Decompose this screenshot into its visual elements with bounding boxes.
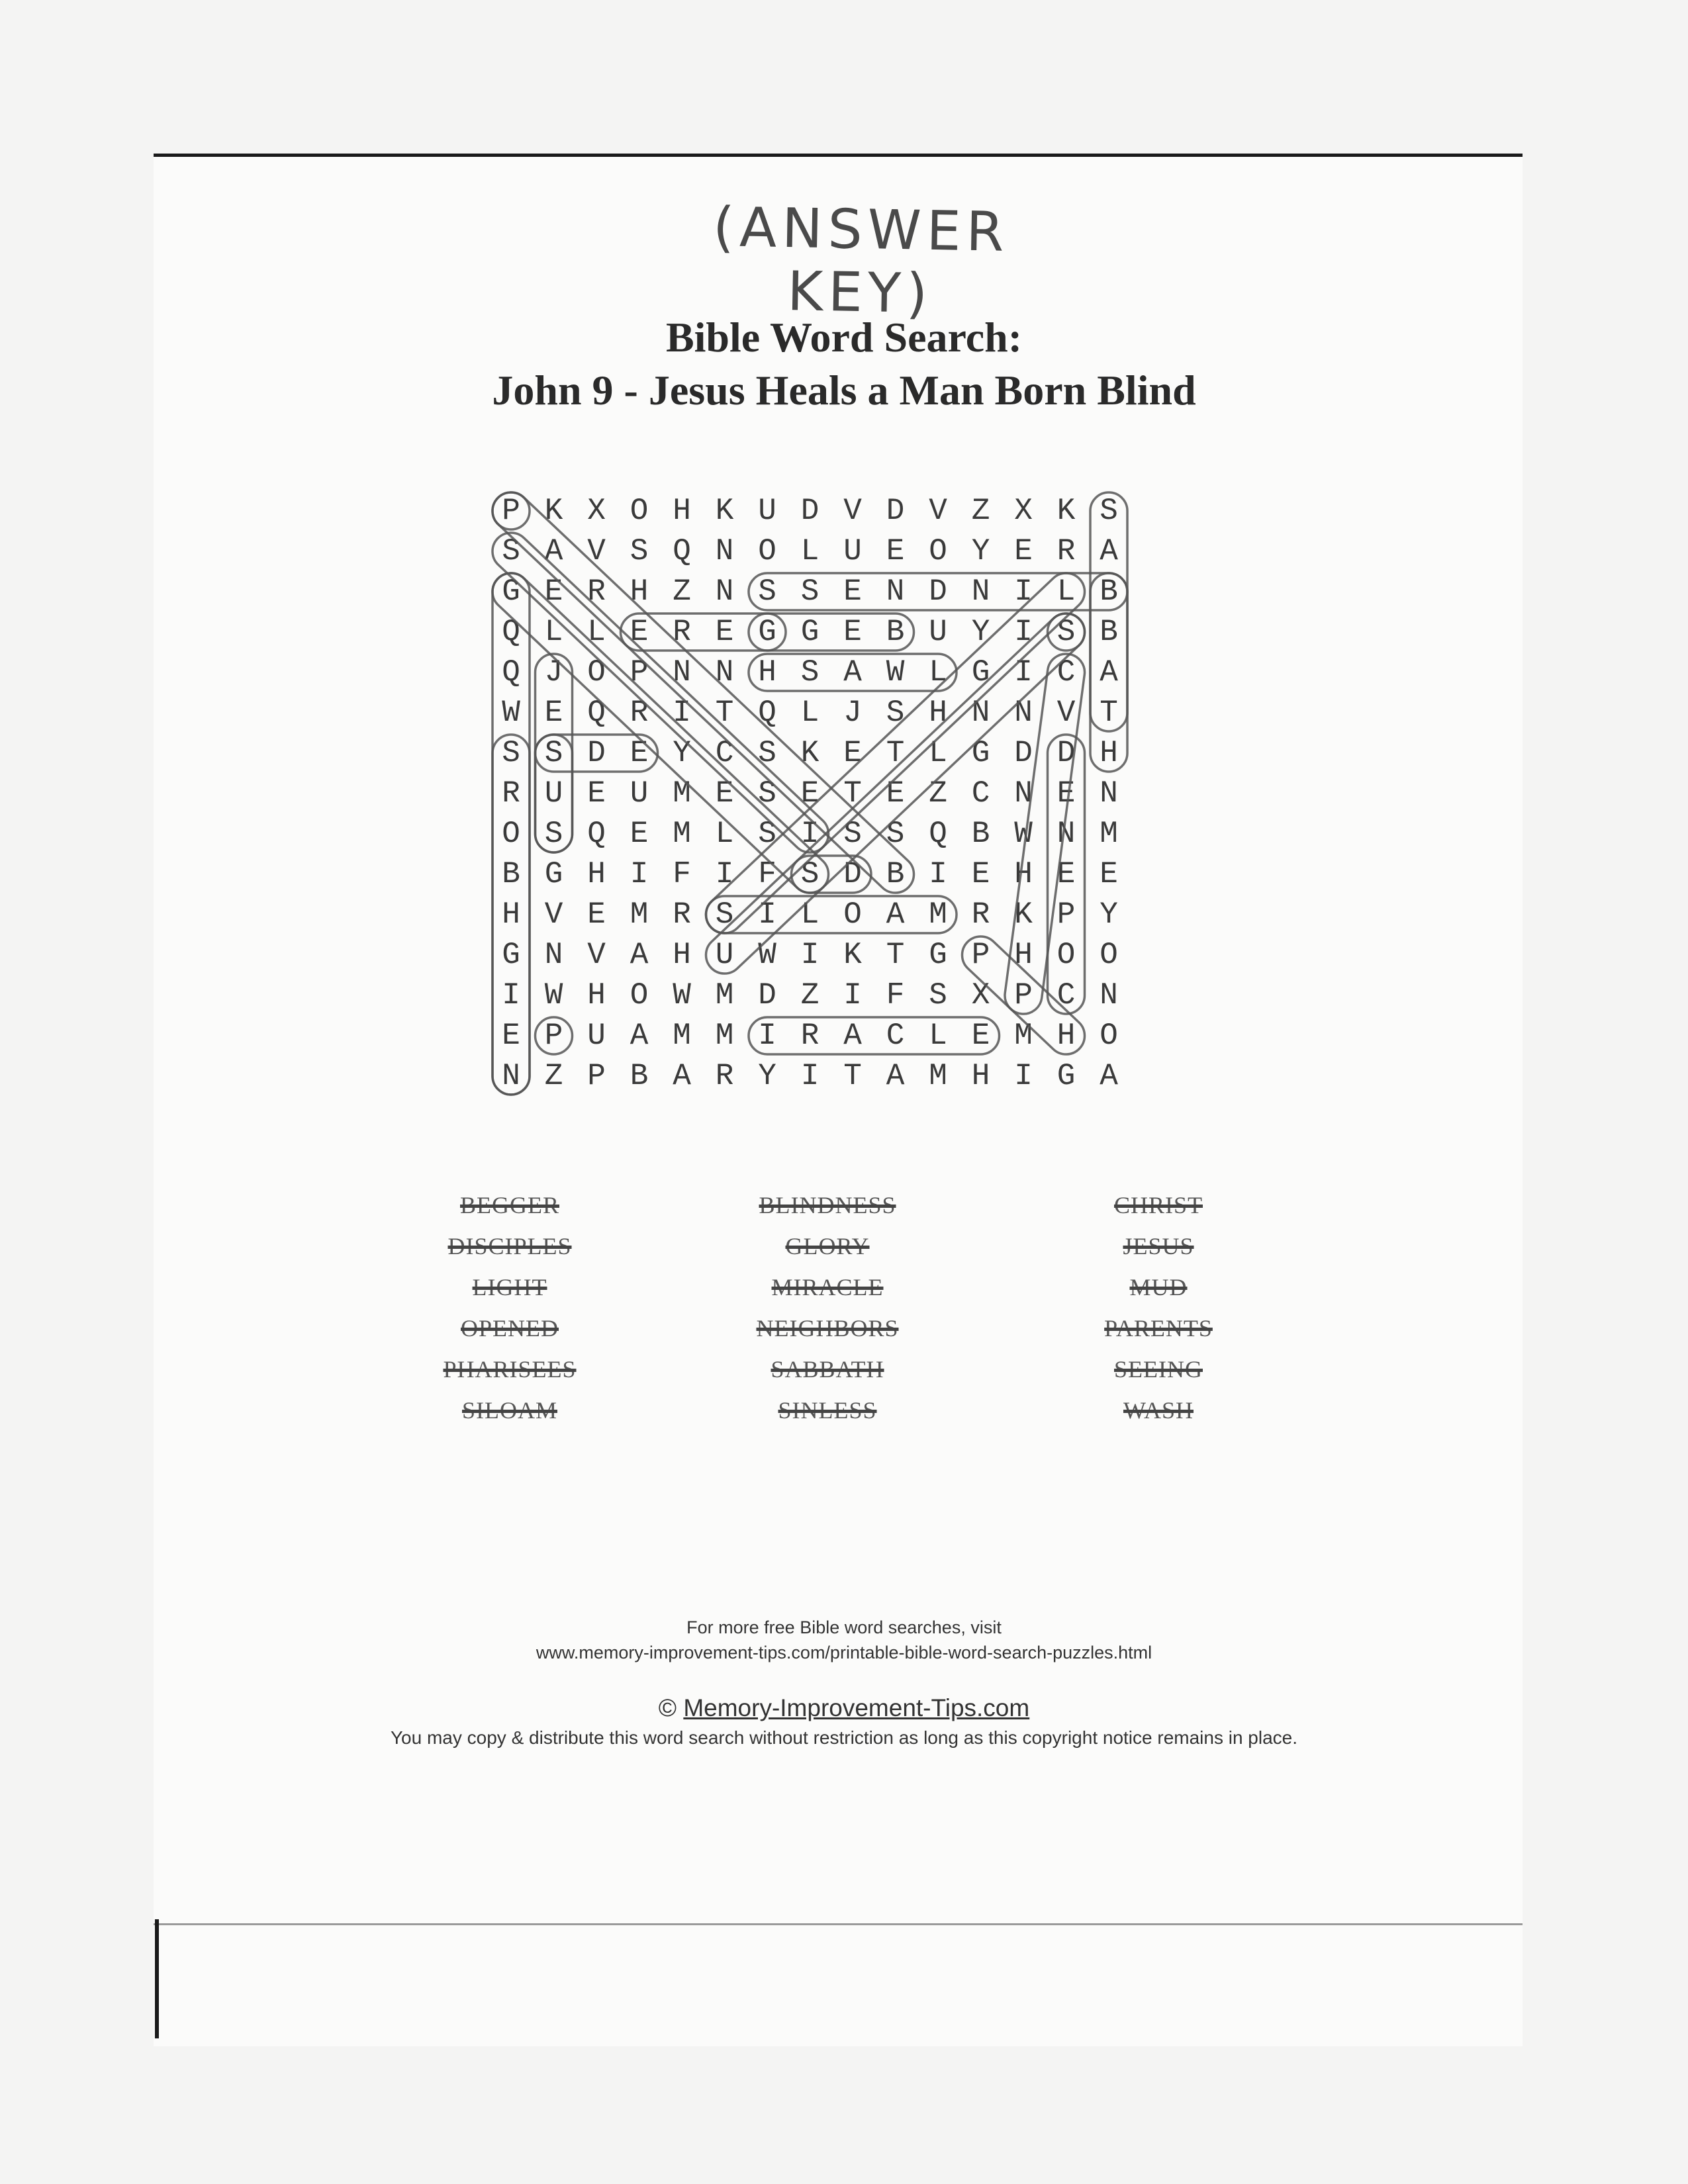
- grid-cell: I: [758, 1019, 776, 1053]
- grid-cell: M: [929, 897, 947, 932]
- grid-cell: R: [502, 776, 520, 811]
- grid-cell: W: [502, 696, 520, 730]
- grid-cell: J: [544, 655, 563, 690]
- grid-cell: I: [1014, 1059, 1033, 1093]
- grid-cell: W: [544, 978, 563, 1013]
- grid-cell: E: [1100, 857, 1118, 891]
- grid-cell: N: [971, 574, 990, 609]
- grid-cell: D: [886, 494, 905, 528]
- grid-cell: H: [1056, 1019, 1076, 1053]
- word-list-item: BLINDNESS: [759, 1192, 896, 1218]
- title-line-2: John 9 - Jesus Heals a Man Born Blind: [492, 367, 1196, 414]
- grid-cell: N: [971, 696, 990, 730]
- grid-cell: V: [587, 938, 606, 972]
- word-search-grid: [490, 491, 1139, 1113]
- grid-cell: R: [715, 1059, 734, 1093]
- grid-cell: S: [886, 696, 905, 730]
- word-list-item: SINLESS: [778, 1397, 877, 1424]
- grid-cell: S: [758, 736, 776, 770]
- word-list-item: SABBATH: [771, 1356, 884, 1383]
- grid-cell: S: [544, 736, 563, 770]
- grid-cell: O: [843, 897, 862, 932]
- grid-cell: V: [1056, 696, 1076, 730]
- grid-cell: L: [800, 696, 820, 730]
- grid-cell: Z: [929, 776, 947, 811]
- grid-cell: S: [800, 655, 820, 690]
- grid-cell: E: [843, 736, 862, 770]
- word-list-item: SILOAM: [461, 1397, 557, 1424]
- grid-cell: I: [673, 696, 691, 730]
- grid-cell: B: [971, 817, 990, 851]
- grid-cell: Y: [673, 736, 691, 770]
- footer-copyright: [314, 1694, 1374, 1722]
- grid-cell: U: [544, 776, 563, 811]
- grid-cell: N: [502, 1059, 520, 1093]
- grid-cell: K: [715, 494, 734, 528]
- grid-cell: X: [971, 978, 990, 1013]
- grid-cell: I: [929, 857, 947, 891]
- grid-cell: M: [715, 978, 734, 1013]
- grid-cell: T: [886, 736, 905, 770]
- grid-cell: M: [673, 776, 691, 811]
- grid-cell: O: [587, 655, 606, 690]
- grid-cell: S: [758, 776, 776, 811]
- grid-cell: N: [544, 938, 563, 972]
- grid-cell: N: [715, 534, 734, 569]
- word-list-item: NEIGHBORS: [756, 1315, 899, 1342]
- grid-cell: K: [1056, 494, 1076, 528]
- word-list-item: PARENTS: [1104, 1315, 1213, 1342]
- grid-cell: S: [1100, 494, 1118, 528]
- grid-cell: R: [630, 696, 649, 730]
- grid-cell: V: [843, 494, 862, 528]
- word-list-item: OPENED: [461, 1315, 559, 1342]
- grid-cell: M: [1100, 817, 1118, 851]
- grid-cell: B: [502, 857, 520, 891]
- grid-cell: C: [715, 736, 734, 770]
- grid-cell: A: [1100, 655, 1118, 690]
- grid-cell: F: [758, 857, 776, 891]
- copyright-site-link[interactable]: Memory-Improvement-Tips.com: [683, 1694, 1030, 1721]
- grid-cell: P: [502, 494, 520, 528]
- grid-cell: H: [587, 857, 606, 891]
- grid-cell: H: [673, 938, 691, 972]
- grid-cell: P: [1014, 978, 1033, 1013]
- grid-cell: I: [1014, 655, 1033, 690]
- grid-cell: M: [929, 1059, 947, 1093]
- grid-cell: S: [1056, 615, 1076, 649]
- grid-cell: S: [715, 897, 734, 932]
- grid-cell: A: [1100, 534, 1118, 569]
- grid-cell: A: [630, 938, 649, 972]
- page-title: [314, 311, 1374, 417]
- grid-cell: A: [886, 897, 905, 932]
- grid-cell: G: [758, 615, 776, 649]
- grid-cell: E: [544, 696, 563, 730]
- grid-cell: K: [800, 736, 820, 770]
- grid-cell: M: [1014, 1019, 1033, 1053]
- handwritten-answer-key-note: (ANSWER KEY): [712, 196, 1010, 326]
- grid-cell: D: [843, 857, 862, 891]
- grid-cell: O: [758, 534, 776, 569]
- grid-cell: P: [1056, 897, 1076, 932]
- grid-cell: D: [929, 574, 947, 609]
- grid-cell: E: [587, 776, 606, 811]
- grid-cell: Q: [587, 696, 606, 730]
- grid-cell: Y: [971, 534, 990, 569]
- grid-cell: H: [929, 696, 947, 730]
- grid-cell: C: [971, 776, 990, 811]
- grid-cell: L: [929, 655, 947, 690]
- grid-cell: P: [587, 1059, 606, 1093]
- grid-cell: O: [630, 978, 649, 1013]
- grid-cell: S: [929, 978, 947, 1013]
- grid-cell: I: [800, 1059, 820, 1093]
- grid-cell: N: [1014, 776, 1033, 811]
- word-list-item: BEGGER: [460, 1192, 559, 1218]
- grid-cell: E: [843, 615, 862, 649]
- grid-cell: E: [800, 776, 820, 811]
- grid-cell: H: [758, 655, 776, 690]
- grid-cell: Y: [758, 1059, 776, 1093]
- grid-cell: U: [929, 615, 947, 649]
- grid-cell: E: [587, 897, 606, 932]
- grid-cell: T: [843, 776, 862, 811]
- grid-cell: G: [929, 938, 947, 972]
- grid-cell: G: [971, 655, 990, 690]
- grid-cell: H: [673, 494, 691, 528]
- grid-cell: W: [673, 978, 691, 1013]
- grid-cell: F: [673, 857, 691, 891]
- grid-cell: T: [843, 1059, 862, 1093]
- grid-cell: S: [800, 574, 820, 609]
- grid-cell: I: [1014, 574, 1033, 609]
- grid-cell: E: [715, 776, 734, 811]
- grid-cell: L: [800, 897, 820, 932]
- grid-cell: N: [1056, 817, 1076, 851]
- word-list-item: LIGHT: [472, 1274, 547, 1300]
- grid-cell: N: [886, 574, 905, 609]
- top-scan-edge: [154, 154, 1523, 157]
- grid-cell: A: [1100, 1059, 1118, 1093]
- grid-cell: N: [673, 655, 691, 690]
- footer-visit-line: For more free Bible word searches, visit: [686, 1617, 1002, 1637]
- grid-cell: B: [1100, 574, 1118, 609]
- grid-cell: Z: [673, 574, 691, 609]
- grid-cell: I: [715, 857, 734, 891]
- grid-cell: E: [971, 857, 990, 891]
- grid-cell: L: [929, 1019, 947, 1053]
- grid-cell: G: [544, 857, 563, 891]
- grid-cell: S: [886, 817, 905, 851]
- grid-cell: A: [544, 534, 563, 569]
- grid-cell: Z: [800, 978, 820, 1013]
- grid-cell: A: [843, 655, 862, 690]
- grid-letters: [490, 491, 1139, 1113]
- grid-cell: S: [758, 574, 776, 609]
- grid-cell: P: [544, 1019, 563, 1053]
- grid-cell: A: [843, 1019, 862, 1053]
- grid-cell: W: [886, 655, 905, 690]
- grid-cell: N: [715, 574, 734, 609]
- word-list-item: MUD: [1129, 1274, 1188, 1300]
- copyright-symbol: ©: [658, 1694, 677, 1721]
- grid-cell: T: [1100, 696, 1118, 730]
- grid-cell: O: [502, 817, 520, 851]
- grid-cell: E: [630, 736, 649, 770]
- grid-cell: M: [673, 1019, 691, 1053]
- grid-cell: R: [800, 1019, 820, 1053]
- grid-cell: L: [800, 534, 820, 569]
- grid-cell: F: [886, 978, 905, 1013]
- grid-cell: O: [1100, 938, 1118, 972]
- grid-cell: C: [1056, 978, 1076, 1013]
- grid-cell: R: [673, 615, 691, 649]
- grid-cell: M: [630, 897, 649, 932]
- grid-cell: H: [630, 574, 649, 609]
- left-scan-edge: [155, 1919, 159, 2038]
- grid-cell: Z: [971, 494, 990, 528]
- grid-cell: K: [544, 494, 563, 528]
- word-list-item: PHARISEES: [443, 1356, 577, 1383]
- grid-cell: E: [843, 574, 862, 609]
- grid-cell: B: [886, 615, 905, 649]
- grid-cell: X: [587, 494, 606, 528]
- grid-cell: P: [971, 938, 990, 972]
- grid-cell: G: [502, 574, 520, 609]
- grid-cell: L: [1056, 574, 1076, 609]
- grid-cell: E: [502, 1019, 520, 1053]
- grid-cell: D: [1014, 736, 1033, 770]
- grid-cell: E: [1014, 534, 1033, 569]
- grid-cell: P: [630, 655, 649, 690]
- grid-cell: N: [1014, 696, 1033, 730]
- grid-cell: I: [843, 978, 862, 1013]
- grid-cell: L: [587, 615, 606, 649]
- word-list-item: SEEING: [1114, 1356, 1203, 1383]
- word-list-item: GLORY: [785, 1233, 870, 1259]
- grid-cell: C: [1056, 655, 1076, 690]
- grid-cell: V: [587, 534, 606, 569]
- grid-cell: S: [630, 534, 649, 569]
- grid-cell: N: [1100, 776, 1118, 811]
- grid-cell: O: [1100, 1019, 1118, 1053]
- grid-cell: S: [502, 736, 520, 770]
- grid-cell: D: [800, 494, 820, 528]
- grid-cell: O: [630, 494, 649, 528]
- grid-cell: W: [758, 938, 776, 972]
- grid-cell: D: [587, 736, 606, 770]
- grid-cell: V: [929, 494, 947, 528]
- grid-cell: G: [971, 736, 990, 770]
- title-line-1: Bible Word Search:: [665, 314, 1023, 361]
- grid-cell: T: [886, 938, 905, 972]
- grid-cell: Q: [929, 817, 947, 851]
- grid-cell: A: [673, 1059, 691, 1093]
- grid-cell: S: [843, 817, 862, 851]
- grid-cell: K: [843, 938, 862, 972]
- grid-cell: S: [800, 857, 820, 891]
- grid-cell: R: [1056, 534, 1076, 569]
- grid-cell: Y: [971, 615, 990, 649]
- grid-cell: N: [1100, 978, 1118, 1013]
- grid-cell: J: [843, 696, 862, 730]
- grid-cell: Z: [544, 1059, 563, 1093]
- grid-cell: A: [630, 1019, 649, 1053]
- grid-cell: M: [715, 1019, 734, 1053]
- grid-cell: O: [1056, 938, 1076, 972]
- word-list-item: CHRIST: [1113, 1192, 1203, 1218]
- grid-cell: Q: [502, 615, 520, 649]
- footer-visit: [314, 1615, 1374, 1665]
- grid-cell: E: [544, 574, 563, 609]
- grid-cell: M: [673, 817, 691, 851]
- grid-cell: I: [630, 857, 649, 891]
- copyright-notice: You may copy & distribute this word search without restriction as long as this copyright notice remains in place.: [390, 1727, 1298, 1748]
- grid-cell: H: [1014, 938, 1033, 972]
- grid-cell: D: [758, 978, 776, 1013]
- grid-cell: E: [886, 776, 905, 811]
- grid-cell: H: [1100, 736, 1118, 770]
- grid-cell: L: [544, 615, 563, 649]
- grid-cell: Q: [758, 696, 776, 730]
- grid-cell: H: [502, 897, 520, 932]
- grid-cell: D: [1056, 736, 1076, 770]
- grid-cell: A: [886, 1059, 905, 1093]
- grid-cell: B: [630, 1059, 649, 1093]
- grid-cell: S: [544, 817, 563, 851]
- word-list-item: WASH: [1123, 1397, 1194, 1424]
- grid-cell: U: [843, 534, 862, 569]
- grid-cell: N: [715, 655, 734, 690]
- grid-cell: T: [715, 696, 734, 730]
- grid-cell: W: [1014, 817, 1033, 851]
- grid-cell: E: [886, 534, 905, 569]
- grid-cell: E: [715, 615, 734, 649]
- word-list-item: JESUS: [1123, 1233, 1194, 1259]
- grid-cell: R: [587, 574, 606, 609]
- grid-cell: G: [1056, 1059, 1076, 1093]
- grid-cell: I: [1014, 615, 1033, 649]
- grid-cell: B: [1100, 615, 1118, 649]
- word-list-item: MIRACLE: [771, 1274, 884, 1300]
- grid-cell: R: [971, 897, 990, 932]
- word-list-item: DISCIPLES: [447, 1233, 572, 1259]
- grid-cell: E: [971, 1019, 990, 1053]
- grid-cell: H: [587, 978, 606, 1013]
- grid-cell: Q: [502, 655, 520, 690]
- grid-cell: Y: [1100, 897, 1118, 932]
- grid-cell: C: [886, 1019, 905, 1053]
- grid-cell: G: [800, 615, 820, 649]
- grid-cell: E: [1056, 776, 1076, 811]
- grid-cell: U: [758, 494, 776, 528]
- grid-cell: H: [1014, 857, 1033, 891]
- grid-cell: U: [587, 1019, 606, 1053]
- grid-cell: I: [502, 978, 520, 1013]
- grid-cell: I: [800, 938, 820, 972]
- grid-cell: U: [630, 776, 649, 811]
- grid-cell: Q: [673, 534, 691, 569]
- bottom-scan-edge: [154, 1923, 1523, 1925]
- grid-cell: V: [544, 897, 563, 932]
- grid-cell: Q: [587, 817, 606, 851]
- grid-cell: G: [502, 938, 520, 972]
- grid-cell: B: [886, 857, 905, 891]
- grid-cell: I: [800, 817, 820, 851]
- grid-cell: S: [758, 817, 776, 851]
- grid-cell: E: [1056, 857, 1076, 891]
- grid-cell: L: [929, 736, 947, 770]
- grid-cell: O: [929, 534, 947, 569]
- grid-cell: H: [971, 1059, 990, 1093]
- grid-cell: E: [630, 817, 649, 851]
- grid-cell: E: [630, 615, 649, 649]
- footer-url[interactable]: www.memory-improvement-tips.com/printable-bible-word-search-puzzles.html: [536, 1643, 1152, 1662]
- grid-cell: L: [715, 817, 734, 851]
- grid-cell: I: [758, 897, 776, 932]
- grid-cell: U: [715, 938, 734, 972]
- grid-cell: X: [1014, 494, 1033, 528]
- grid-cell: R: [673, 897, 691, 932]
- word-list: [397, 1191, 1324, 1430]
- grid-cell: K: [1014, 897, 1033, 932]
- grid-cell: S: [502, 534, 520, 569]
